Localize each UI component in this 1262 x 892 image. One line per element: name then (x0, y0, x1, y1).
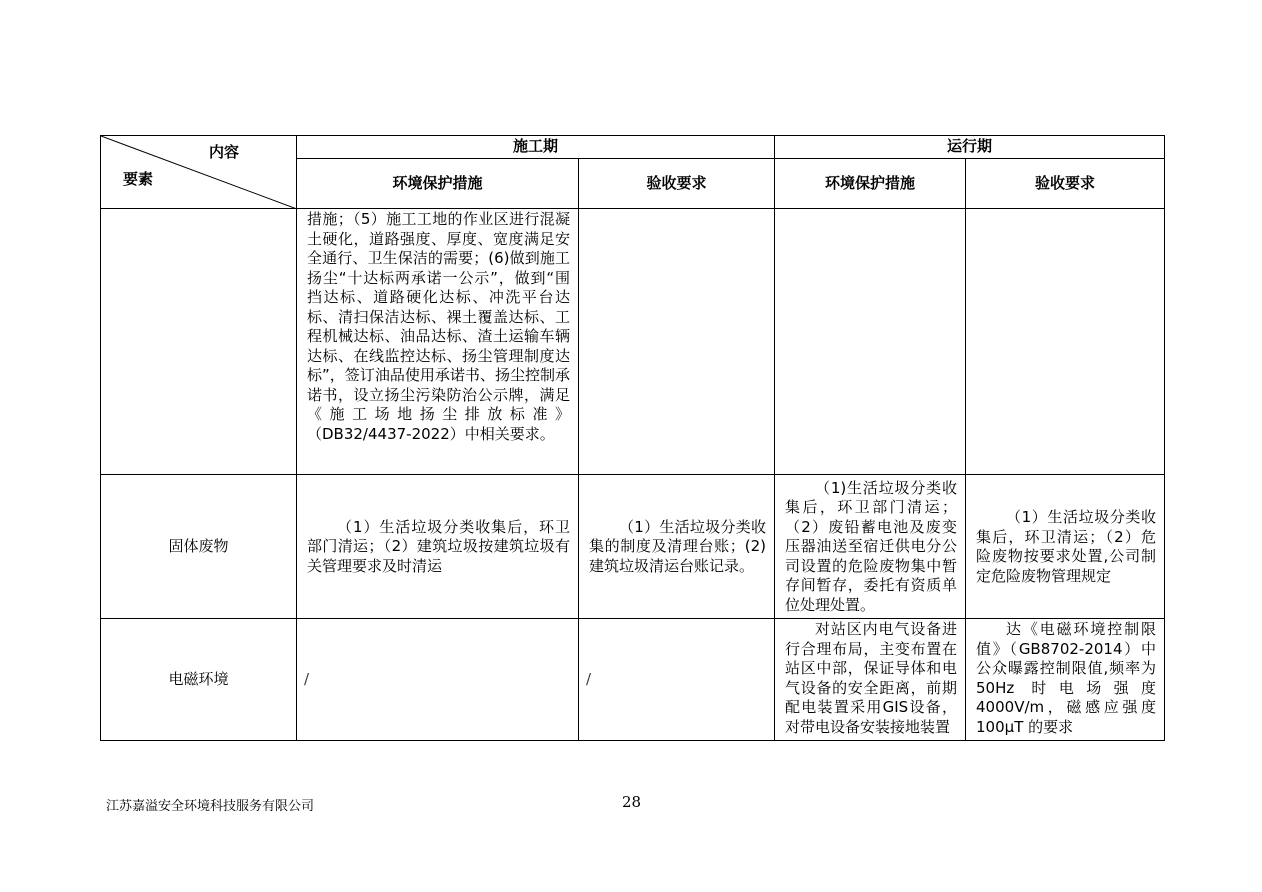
header-operation-measures: 环境保护措施 (775, 159, 966, 209)
operation-measures-text: 对站区内电气设备进行合理布局，主变布置在站区中部，保证导体和电气设备的安全距离，前期配电装置采用GIS设备，对带电设备安装接地装置 (785, 620, 958, 736)
construction-measures-text: （1）生活垃圾分类收集后，环卫部门清运；（2）建筑垃圾按建筑垃圾有关管理要求及时清运 (307, 517, 570, 575)
header-construction-acceptance: 验收要求 (579, 159, 775, 209)
row-operation-acceptance-cell (966, 209, 1165, 475)
table-row (101, 209, 1165, 475)
operation-acceptance-text: 达《电磁环境控制限值》（GB8702-2014）中公众曝露控制限值,频率为50Hz 时电场强度4000V/m，磁感应强度100μT 的要求 (976, 620, 1157, 736)
row-operation-measures-cell (775, 475, 966, 619)
footer-page-number: 28 (622, 793, 642, 811)
corner-label-content: 内容 (209, 143, 240, 161)
row-element-cell (101, 209, 297, 475)
header-operation-acceptance: 验收要求 (966, 159, 1165, 209)
construction-acceptance-text: / (586, 669, 592, 688)
footer-company-name: 江苏嘉溢安全环境科技服务有限公司 (106, 799, 315, 814)
row-construction-measures-cell (297, 209, 579, 475)
header-construction-measures: 环境保护措施 (297, 159, 579, 209)
row-construction-measures-cell (297, 475, 579, 619)
corner-label-element: 要素 (123, 170, 154, 188)
row-construction-acceptance-cell (579, 209, 775, 475)
operation-measures-text: （1)生活垃圾分类收集后，环卫部门清运；（2）废铅蓄电池及废变压器油送至宿迁供电分公司设置的危险废物集中暂存间暂存，委托有资质单位处理处置。 (785, 478, 958, 614)
header-operation-period: 运行期 (775, 136, 1165, 159)
row-element-cell: 固体废物 (101, 475, 297, 619)
row-operation-measures-cell (775, 209, 966, 475)
operation-acceptance-text: （1）生活垃圾分类收集后，环卫清运；（2）危险废物按要求处置,公司制定危险废物管理规定 (976, 508, 1157, 585)
row-construction-measures-cell (297, 619, 579, 741)
row-element-cell: 电磁环境 (101, 619, 297, 741)
construction-acceptance-text: （1）生活垃圾分类收集的制度及清理台账；(2)建筑垃圾清运台账记录。 (589, 517, 767, 575)
construction-measures-text: / (304, 669, 310, 688)
row-operation-acceptance-cell (966, 619, 1165, 741)
row-construction-acceptance-cell (579, 475, 775, 619)
table-row (101, 619, 1165, 741)
environmental-measures-table (100, 135, 1165, 741)
row-operation-measures-cell (775, 619, 966, 741)
header-construction-period: 施工期 (297, 136, 775, 159)
table-row (101, 475, 1165, 619)
row-construction-acceptance-cell (579, 619, 775, 741)
row-operation-acceptance-cell (966, 475, 1165, 619)
corner-header-cell (101, 136, 297, 209)
construction-measures-text: 措施；（5）施工工地的作业区进行混凝土硬化，道路强度、厚度、宽度满足安全通行、卫生保洁的需要；(6)做到施工扬尘“十达标两承诺一公示”，做到“围挡达标、道路硬化达标、冲洗平台达标、清扫保洁达标、裸土覆盖达标、工程机械达标、油品达标、渣土运输车辆达标、在线监控达标、扬尘管理制度达标”，签订油品使用承诺书、扬尘控制承诺书，设立扬尘污染防治公示牌，满足《施工场地扬尘排放标准》（DB32/4437-2022）中相关要求。 (307, 210, 570, 443)
